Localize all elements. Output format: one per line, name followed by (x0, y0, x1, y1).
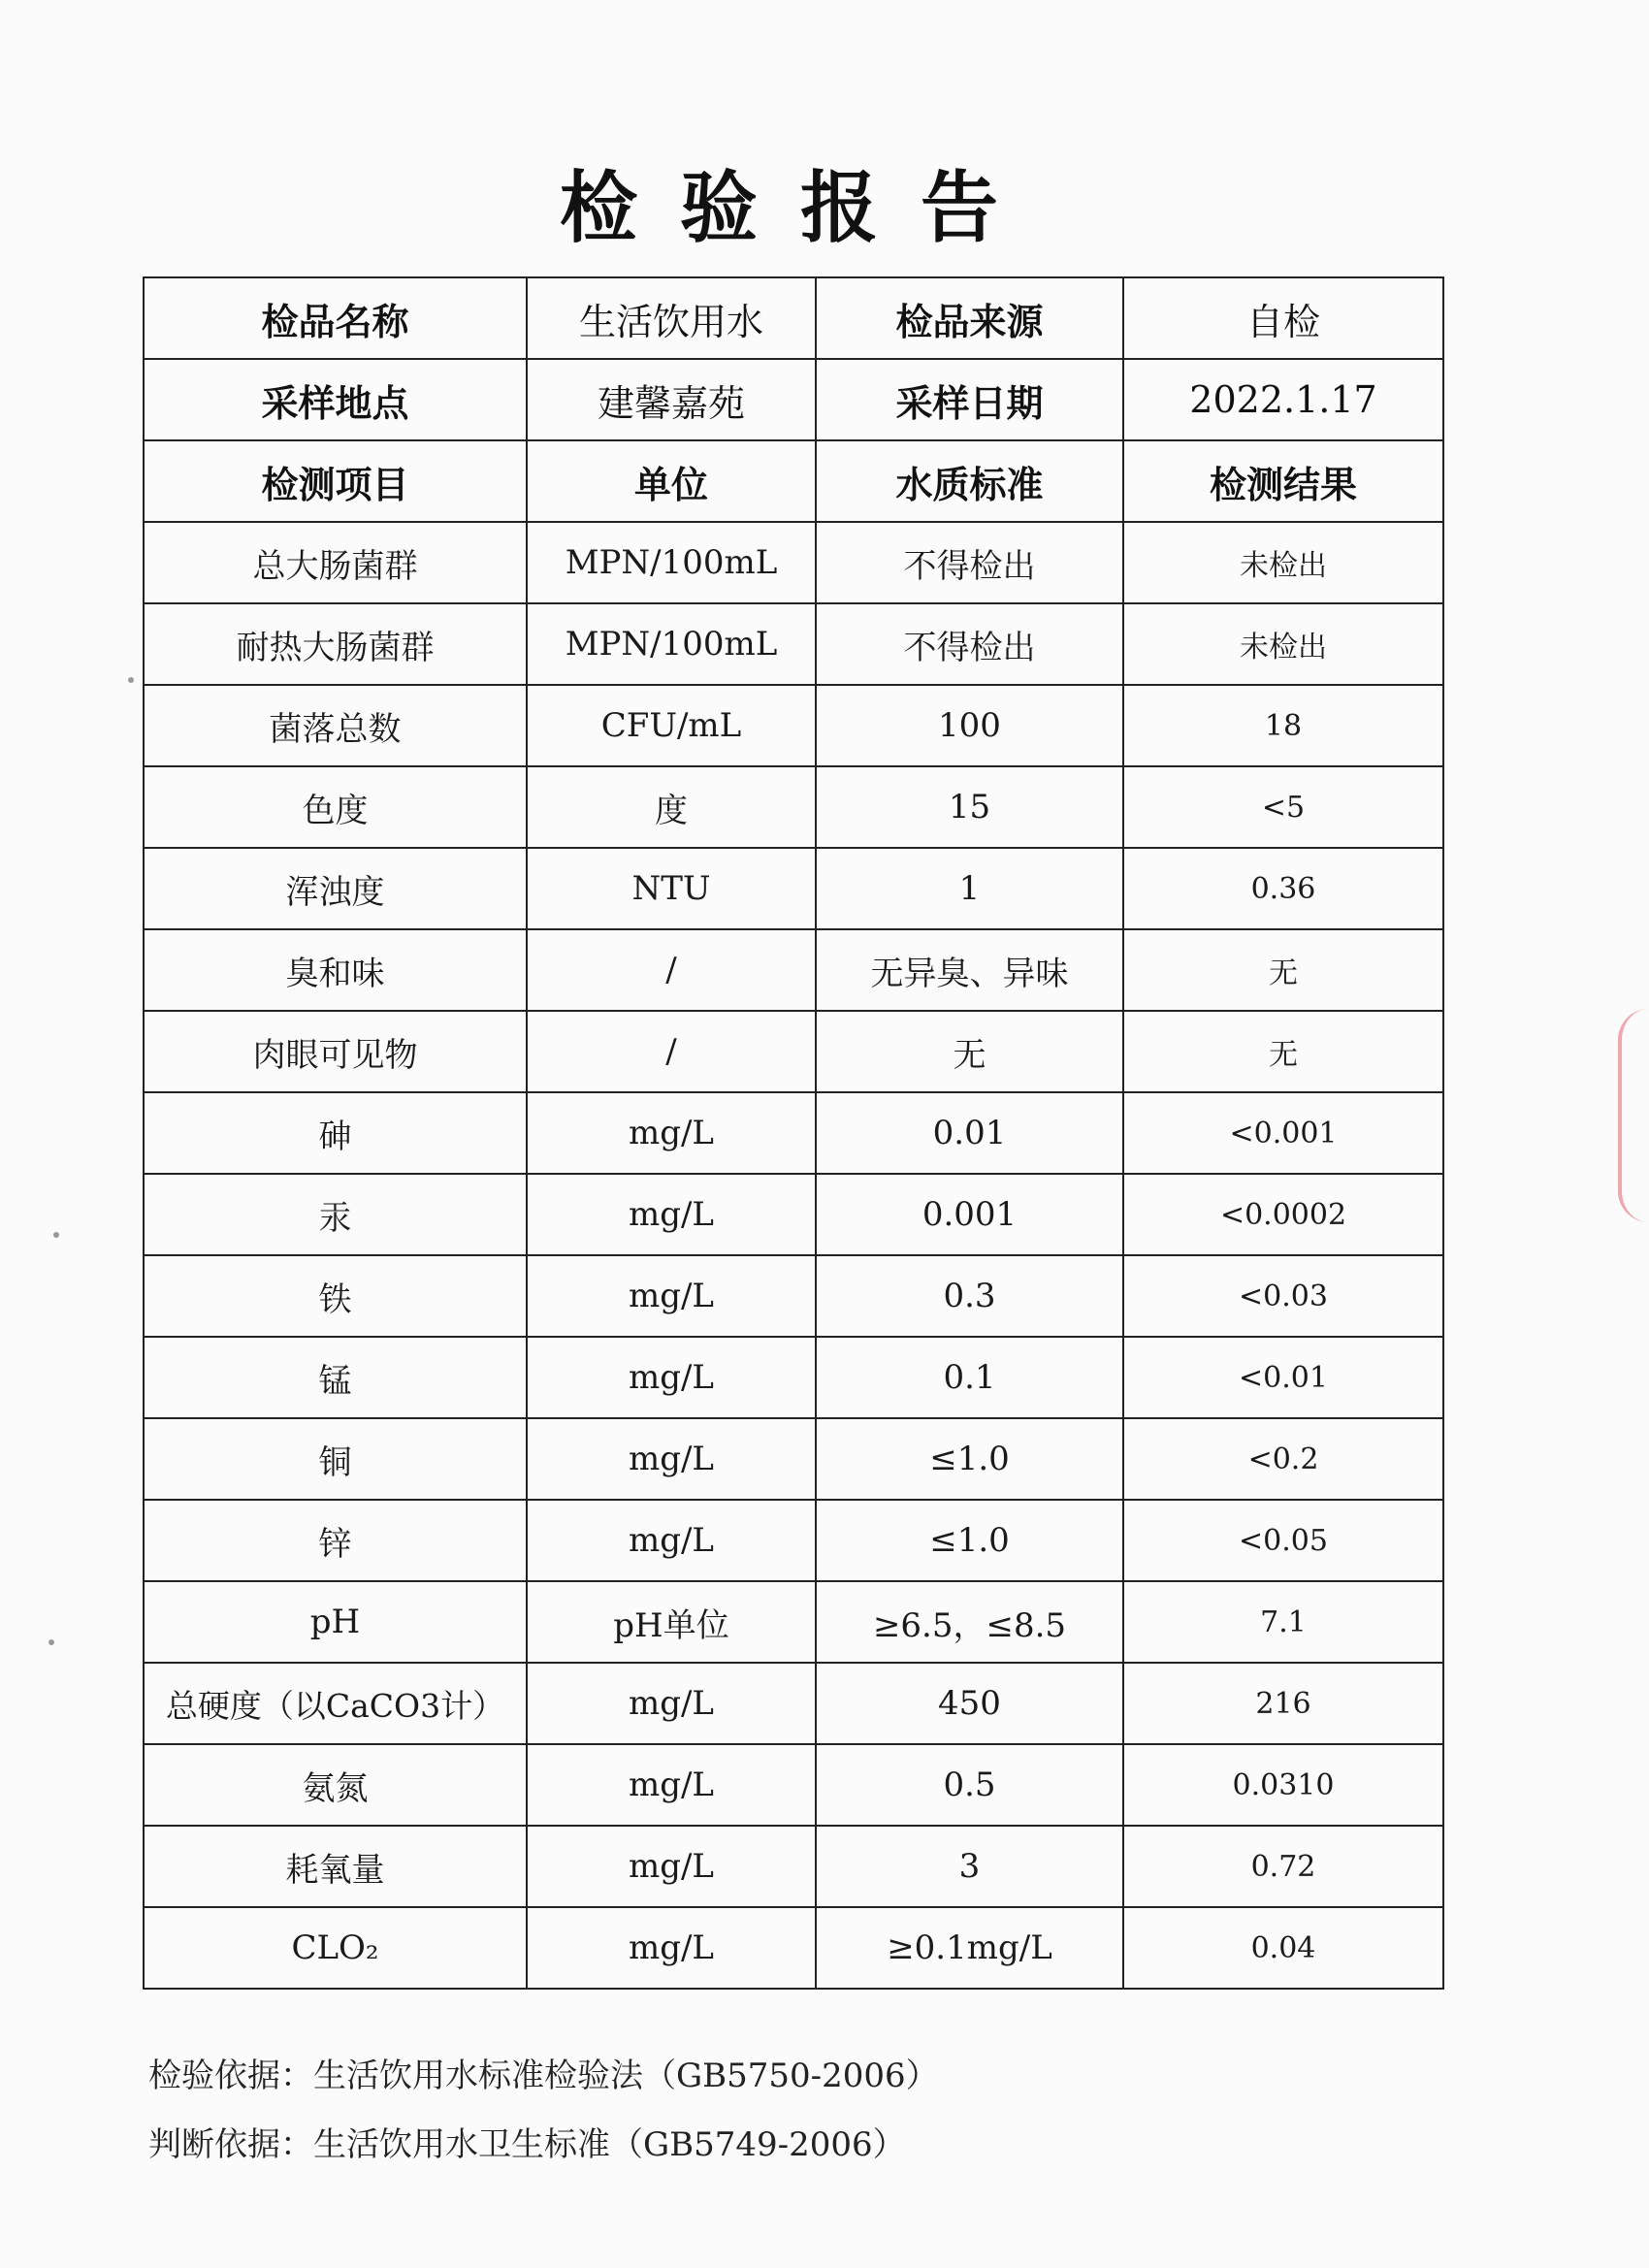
row-item: 氨氮 (144, 1744, 527, 1826)
row-result: 0.36 (1123, 848, 1443, 929)
row-item: 锰 (144, 1337, 527, 1418)
report-title: 检验报告 (560, 163, 1041, 253)
row-item: 铜 (144, 1418, 527, 1500)
row-unit: mg/L (527, 1337, 816, 1418)
table-row (144, 1744, 1443, 1826)
row-unit: mg/L (527, 1255, 816, 1337)
binder-hole-mark (48, 1639, 54, 1645)
header-row-sampling (144, 359, 1443, 440)
row-result: <0.05 (1123, 1500, 1443, 1581)
row-result: 7.1 (1123, 1581, 1443, 1663)
table-row (144, 603, 1443, 685)
row-unit: mg/L (527, 1500, 816, 1581)
row-standard: 0.01 (816, 1092, 1123, 1174)
row-result: 18 (1123, 685, 1443, 766)
binder-hole-mark (53, 1232, 59, 1238)
table-row (144, 1663, 1443, 1744)
row-unit: mg/L (527, 1826, 816, 1907)
row-result: <0.0002 (1123, 1174, 1443, 1255)
row-item: 耐热大肠菌群 (144, 603, 527, 685)
column-header-unit: 单位 (527, 440, 816, 522)
row-item: 耗氧量 (144, 1826, 527, 1907)
row-standard: ≥6.5，≤8.5 (816, 1581, 1123, 1663)
row-item: 色度 (144, 766, 527, 848)
row-result: 无 (1123, 1011, 1443, 1092)
table-row (144, 1337, 1443, 1418)
row-unit: mg/L (527, 1663, 816, 1744)
row-item: 菌落总数 (144, 685, 527, 766)
row-standard: 0.1 (816, 1337, 1123, 1418)
table-row (144, 1255, 1443, 1337)
row-result: <0.03 (1123, 1255, 1443, 1337)
row-standard: 15 (816, 766, 1123, 848)
table-row (144, 1011, 1443, 1092)
table-row (144, 1826, 1443, 1907)
row-standard: 无 (816, 1011, 1123, 1092)
row-unit: CFU/mL (527, 685, 816, 766)
header-row-sample-name (144, 277, 1443, 359)
row-unit: / (527, 929, 816, 1011)
column-header-item: 检测项目 (144, 440, 527, 522)
column-header-row (144, 440, 1443, 522)
row-standard: ≥0.1mg/L (816, 1907, 1123, 1989)
row-item: 总大肠菌群 (144, 522, 527, 603)
value-sample-name: 生活饮用水 (527, 277, 816, 359)
row-item: 汞 (144, 1174, 527, 1255)
label-sample-source: 检品来源 (816, 277, 1123, 359)
row-unit: mg/L (527, 1174, 816, 1255)
report-table (143, 276, 1444, 1990)
row-result: 0.04 (1123, 1907, 1443, 1989)
row-item: CLO₂ (144, 1907, 527, 1989)
row-result: 未检出 (1123, 522, 1443, 603)
label-sampling-location: 采样地点 (144, 359, 527, 440)
row-unit: mg/L (527, 1418, 816, 1500)
red-seal-stamp-edge (1618, 1009, 1649, 1222)
row-result: 216 (1123, 1663, 1443, 1744)
row-standard: 3 (816, 1826, 1123, 1907)
footer-test-basis: 检验依据：生活饮用水标准检验法（GB5750-2006） (148, 2057, 939, 2095)
row-result: 无 (1123, 929, 1443, 1011)
binder-hole-mark (128, 677, 134, 683)
row-unit: pH单位 (527, 1581, 816, 1663)
row-unit: NTU (527, 848, 816, 929)
row-item: pH (144, 1581, 527, 1663)
row-standard: 450 (816, 1663, 1123, 1744)
row-standard: 1 (816, 848, 1123, 929)
table-row (144, 1418, 1443, 1500)
row-standard: 不得检出 (816, 522, 1123, 603)
row-unit: MPN/100mL (527, 603, 816, 685)
table-row (144, 1907, 1443, 1989)
row-item: 砷 (144, 1092, 527, 1174)
row-standard: 不得检出 (816, 603, 1123, 685)
footer-judgement-basis: 判断依据：生活饮用水卫生标准（GB5749-2006） (148, 2125, 906, 2164)
row-result: <0.001 (1123, 1092, 1443, 1174)
value-sampling-date: 2022.1.17 (1123, 359, 1443, 440)
table-row (144, 685, 1443, 766)
row-item: 肉眼可见物 (144, 1011, 527, 1092)
value-sample-source: 自检 (1123, 277, 1443, 359)
row-standard: 100 (816, 685, 1123, 766)
row-item: 铁 (144, 1255, 527, 1337)
row-item: 浑浊度 (144, 848, 527, 929)
row-result: 0.0310 (1123, 1744, 1443, 1826)
table-row (144, 766, 1443, 848)
row-item: 锌 (144, 1500, 527, 1581)
row-standard: 无异臭、异味 (816, 929, 1123, 1011)
row-standard: ≤1.0 (816, 1418, 1123, 1500)
table-row (144, 1174, 1443, 1255)
row-result: <0.01 (1123, 1337, 1443, 1418)
row-unit: mg/L (527, 1092, 816, 1174)
row-standard: ≤1.0 (816, 1500, 1123, 1581)
table-row (144, 1500, 1443, 1581)
table-row (144, 848, 1443, 929)
row-standard: 0.3 (816, 1255, 1123, 1337)
row-result: 0.72 (1123, 1826, 1443, 1907)
row-unit: MPN/100mL (527, 522, 816, 603)
row-standard: 0.5 (816, 1744, 1123, 1826)
row-unit: mg/L (527, 1744, 816, 1826)
value-sampling-location: 建馨嘉苑 (527, 359, 816, 440)
label-sample-name: 检品名称 (144, 277, 527, 359)
table-row (144, 929, 1443, 1011)
row-standard: 0.001 (816, 1174, 1123, 1255)
label-sampling-date: 采样日期 (816, 359, 1123, 440)
row-item: 臭和味 (144, 929, 527, 1011)
row-unit: 度 (527, 766, 816, 848)
row-item: 总硬度（以CaCO3计） (144, 1663, 527, 1744)
table-row (144, 1581, 1443, 1663)
row-result: <0.2 (1123, 1418, 1443, 1500)
column-header-standard: 水质标准 (816, 440, 1123, 522)
column-header-result: 检测结果 (1123, 440, 1443, 522)
row-result: 未检出 (1123, 603, 1443, 685)
row-result: <5 (1123, 766, 1443, 848)
table-row (144, 1092, 1443, 1174)
row-unit: mg/L (527, 1907, 816, 1989)
row-unit: / (527, 1011, 816, 1092)
table-row (144, 522, 1443, 603)
